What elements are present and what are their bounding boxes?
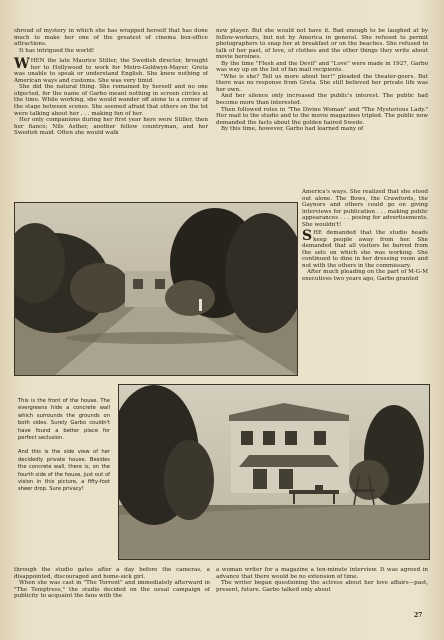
house-side-image <box>119 385 429 559</box>
paragraph: The writer began questioning the actress about her love affairs—past, present, future. Garbo talked only about <box>216 580 428 593</box>
house-front-image <box>15 203 297 375</box>
paragraph: And her silence only increased the public's interest. The public had become more than interested. <box>216 93 428 107</box>
paragraph: Then followed roles in "The Divine Woman" and "The Mysterious Lady." Her mail to the studio and to the movie magazines tripled. The public now demanded the facts about the golden haired Swede. <box>216 106 428 126</box>
caption-front-house: This is the front of the house. The evergreens hide a concrete wall which surrounds the grounds on both sides. Surely Garbo couldn't have found a better place for perfect seclusion. <box>18 398 110 442</box>
paragraph-dropcap <box>302 230 428 269</box>
article-column-bottom-left <box>14 567 210 600</box>
photo-caption <box>18 398 110 501</box>
paragraph-text: HE demanded that the studio heads keep people away from her. She demanded that all visitors be barred from the sets on which she was working. She continued to dine in her dressing room and not with the others in the commissary. <box>302 230 428 269</box>
paragraph: new player. But she would not have it. Bad enough to be laughed at by fellow-workers, but not by America in general. She refused to permit photographers to snap her at breakfast or on the beaches. She refused to talk of her past, of love, of clothes and the other things they write about movie heroines. <box>216 28 428 61</box>
article-column-top-right <box>216 28 428 133</box>
article-column-top-left <box>14 28 208 137</box>
drop-cap: S <box>302 228 313 244</box>
paragraph: a woman writer for a magazine a ten-minute interview. It was agreed in advance that there would be no extension of time. <box>216 567 428 580</box>
article-column-bottom-right <box>216 567 428 593</box>
paragraph: It has intrigued the world! <box>19 47 95 54</box>
paragraph: She did the natural thing. She remained by herself and no one objected, for the name of Garbo meant nothing in screen circles at the time. While working, she would wander off alone to a corner of the stage between scenes. She seemed afraid that others on the lot were talking about her . . . making fun of her. <box>14 84 208 117</box>
house-side-photo <box>118 384 430 560</box>
caption-side-house: And this is the side view of her decidedly private house. Besides the concrete wall, there is, on the fourth side of the house, just out of vision in this picture, a fifty-foot sheer drop. Sure privacy! <box>18 449 110 493</box>
page-number: 27 <box>414 612 423 619</box>
paragraph: When she was cast in "The Torrent" and immediately afterward in "The Temptress," the studio decided on the usual campaign of publicity to acquaint the fans with the <box>14 580 210 600</box>
paragraph: through the studio gates after a day before the cameras, a disappointed, discouraged and home-sick girl. <box>14 567 210 580</box>
drop-cap: W <box>14 56 30 73</box>
article-column-mid-right <box>302 189 428 282</box>
paragraph: By the time "Flesh and the Devil" and "Love" were made in 1927, Garbo was way up on the list of fan mail recipients. <box>216 60 428 74</box>
paragraph: "Who is she? Tell us more about her!" pleaded the theater-goers. But there was no response from Greta. She still believed her private life was her own. <box>216 73 428 93</box>
paragraph: After much pleading on the part of M-G-M executives two years ago, Garbo granted <box>302 269 428 282</box>
paragraph-dropcap <box>14 58 208 84</box>
house-front-photo <box>14 202 298 376</box>
paragraph: shroud of mystery in which she has wrapped herself that has done much to make her one of the greatest of cinema box-office attractions. <box>14 28 208 48</box>
paragraph: Her only companions during her first year here were Stiller, then her fiancé; Nils Asther, another fellow countryman, and her Swedish maid. Often she would walk <box>14 117 208 137</box>
paragraph: America's ways. She realized that she stood out alone. The Bows, the Crawfords, the Gaynors and others could go on giving interviews for publication . . . making public appearances . . . posing for advertisements. She wouldn't! <box>302 189 428 228</box>
paragraph: By this time, however, Garbo had learned many of <box>221 126 364 133</box>
paragraph-text: HEN the late Maurice Stiller, the Swedish director, brought her to Hollywood to work for Metro-Goldwyn-Mayer, Greta was unable to speak or understand English. She knew nothing of American ways and customs. She was very timid. <box>14 58 208 84</box>
